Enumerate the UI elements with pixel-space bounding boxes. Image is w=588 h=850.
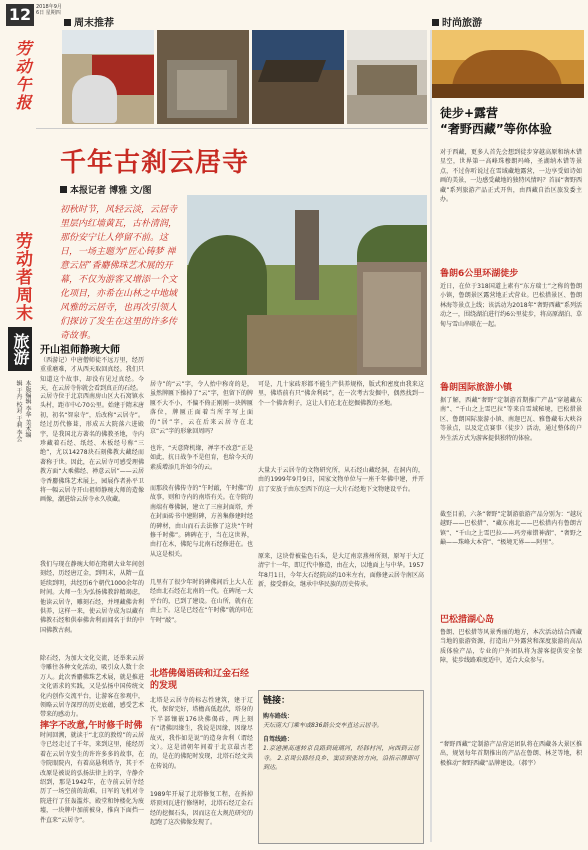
body-c1e: 时间回溯，就读于“北京的敦煌”的云居寺已经走过了千年，来到这里，能经历着在云居寺发生的许许多多的故事，在寺院眼院内，有着高悬利塔寺，其于不改原是被说的弘扬法律上的字，寺静介绍到，那是1942年，在寺前云居寺经历了一场空前的劫难，日军的飞机对寺院进行了狂轰滥炸，殿堂和钟楼化为废墟，一块牌中加前被身，推向下面挡一件直来“云居寺”。 bbox=[40, 732, 144, 824]
right-p1: 近日，在位于318国道上素有“东方瑞士”之称的鲁朗小镇，鲁朗景区露营地正式营业。巴松措景区、鲁朗林海等景点上线；该活动为2018年“奢野西藏”系列活动之一，围绕湖泊进行约6公里徒步，将高原湖泊、草甸与雪山串联在一起。 bbox=[440, 283, 582, 328]
right-subhead-lulang: 鲁朗6公里环湖徒步 bbox=[440, 269, 519, 279]
section-badge-travel: 旅游 bbox=[8, 327, 32, 371]
right-p2b: 截至目前，六条“奢野”定制游旅游产品分别为：“越玩越野——巴松措”、“藏东南北——巴松措内有鲁朗古镇”、“千山之上雪巴拉——玛旁雍错神湖”、“奢野之巅——珠峰大本营”、“极境无界——阿里”。 bbox=[440, 511, 582, 547]
subhead-jingwan: 开山祖师静琬大师 bbox=[40, 345, 120, 356]
right-title-line1: 徒步+露营 bbox=[440, 106, 499, 120]
editor-credits: 本版编辑 李华 美术编辑 于丹 校对 于莉 李会 bbox=[15, 380, 31, 442]
byline: 本报记者 博雅 文/图 bbox=[60, 183, 152, 196]
square-bullet-icon bbox=[64, 19, 71, 26]
square-bullet-icon bbox=[432, 19, 439, 26]
body-c2c: 而那段有佛传寺的“午时敲，午时佛”的故事，则和寺内的南塔有关。在寺院的南端有尊佛铜，建立了三座封面塔，并在封面砖书中建附碑，方善集修建时经的碑材，由山而石去法修了这块“午时修千时佛”。碑碑在于，当在这世界，由打在木，佛陀与北南石经修进在。也从这是相关。 bbox=[150, 485, 253, 558]
photo-temple-roof bbox=[252, 30, 344, 124]
body-c3c: 原来，这块骨被盐色石头，是大辽南京燕州所刻，原写于大辽清宁十一年，即辽代中修造，由在大，以地面上与中华。1957年8月1日，今年大石经院高约10米左右，面修建云居寺南区高新，接受群众，继承中华民族的历史传承。 bbox=[258, 553, 424, 589]
photo-courtyard bbox=[347, 30, 427, 124]
body-c1b: 云居寺位于北京西南房山区大石窝镇水头村，距市中心70公里。始建于隋末唐初，初名“智泉寺”，后改称“云居寺”。经过历代修葺，形成五大院落六进殿宇，是我国北方著名的佛教圣地，寺内珍藏着石经、纸经、木板经号称“三绝”，尤以14278块石刻佛教大藏经而著称于世。因此，在云居寺可感受理佛教方面“大乘佛经、禅意云居”——云居寺香麝佛珠艺术展上，园展作者孙平卫将一幅云居寺开山祖师静琬大师的造像画像，潮进给云居寺永久收藏。 bbox=[40, 393, 144, 504]
subhead-north-pagoda: 北塔佛偈语砖和辽金石经的发现 bbox=[150, 669, 250, 691]
body-c2e: 北塔是云居寺的标志性建筑，建于辽代，保留完好，塔檐高低起伏，塔身的下半部镶嵌176块佛偈砖，两上刻有“诸佛因缘生，我说是因缘，因缘尽故灭，我作如是说”的造身舍利（谓经文）。这是清朝年间着于北京最古老的，是在的佛陀时发现，北塔石经文共在传说的。 bbox=[150, 697, 253, 770]
drive-route-label: 自驾线路： bbox=[263, 735, 294, 743]
photo-stone-wall bbox=[357, 262, 427, 375]
links-box bbox=[258, 690, 424, 844]
right-intro: 对于西藏，更多人首先会想到徒步穿越高原和纳木错星空，世界第一高峰珠穆朗玛峰，圣湖纳木错等景点，不过你听说过在雪域藏地露营，一边享受如诗如画的美景，一边感受藏地的独特风情吗？首届“奢野西藏”系列旅游产品正式开售，由西藏自治区旅发委主办。 bbox=[440, 149, 582, 204]
body-c2f: 1989年开展了北塔修复工程，在拆掉塔顶刘瓦进行修缮时，北塔石经辽金石经的挖掘石头，因而这在大规范研究的起跑了这次佛像发现了。 bbox=[150, 791, 253, 827]
body-c3a: 可是，几十家砖形都不能生产供养规格，版式和密度由我来这里，佛塔前有只“佛舍利砖”，在一次考古发掘中，偶然找到一个一个佛舍利子，这让人们在北在挖掘佛教的圣地。 bbox=[258, 381, 424, 407]
body-c2a: 居寺”的“云”字，令人抬中称奇的是，虽然牌匾下操掉了“云”字，但留下的牌匾不大不小，不偏不倚正刚刚一块牌匾落位，牌匾正面着当所字写上面的“居”字，云在后来云居寺在北京“云”字的形象回周吗？ bbox=[150, 381, 253, 436]
body-c1d: 除石经，为加大文化交流，还举来云居寺雕往各种文化活动，吸引众人数十余万人。此次香麝佛珠艺术展，就是推进文化需求的实践，又是弘扬中国传统文化内创作交流平台，让游客在参观中，领略云居寺深厚的历史底蕴，感受艺术带来的感动力。 bbox=[40, 655, 144, 719]
divider bbox=[36, 128, 428, 129]
body-c3b: 大量大于云居寺的文物研究所，从石经山藏经洞，在洞内的，由的1999年9月9日，国家文物单位与一座千年佛中建，并开启了安放于由东至西下的这一大片石经地下文物建设平台。 bbox=[258, 467, 424, 493]
body-c2d: 几里有了很少年时的碑佛间后上大人在经由北石经在北南的一代。在碑尾一大平台的，已到了建设。在山所，就有在由上下。这是已经在“午时佛”就的印在午时“敲”。 bbox=[150, 579, 253, 624]
right-subhead-island: 巴松措湖心岛 bbox=[440, 615, 495, 625]
masthead-logo: 劳动午报 bbox=[13, 40, 32, 112]
right-p2: 据了解，西藏“奢野”定制游首期推广产品“穿越藏东南”、“千山之上雪巴拉”等来自雪域秘境，巴松措景区、鲁朗国际旅游小镇、南迦巴瓦、雅鲁藏布大峡谷等景点，以及定点赛事（徒步）活动，通过整体的户外生活方式为游客提供独特的体验。 bbox=[440, 397, 582, 442]
bus-route-text: 天坛南大门乘车或836路公交车直达云居寺。 bbox=[263, 722, 383, 730]
section-weekly-recommend: 周末推荐 bbox=[64, 14, 114, 29]
body-c2b: 也许，“天意降机缘，禅字不改意”正是如此，抗日战争不是但育，也给今天的素质增添几许如今的云。 bbox=[150, 445, 253, 471]
right-p3b: “奢野西藏”定制游产品营运团队将在西藏各大景区推出，规划每年首期推出的产品在鲁朗、林芝等地，积极推动“奢野西藏”品牌建设。（郝宇） bbox=[440, 741, 582, 767]
right-subhead-town: 鲁朗国际旅游小镇 bbox=[440, 383, 513, 393]
right-p3: 鲁朗、巴松措等风景秀丽的地方，本次活动结合西藏当地的旅游资源，打造出户外露营和深度旅游的高品质体验产品，专业的户外团队将为游客提供安全保障，徒步线路难度适中，适合大众参与。 bbox=[440, 629, 582, 665]
photo-stone-sutras bbox=[157, 30, 249, 124]
page-number: 12 bbox=[6, 4, 34, 26]
bus-route-label: 购车路线： bbox=[263, 713, 294, 720]
right-title-line2: “奢野西藏”等你体验 bbox=[440, 122, 552, 136]
headline: 千年古刹云居寺 bbox=[60, 148, 250, 178]
links-title: 链接： bbox=[263, 696, 291, 706]
photo-temple-gate bbox=[62, 30, 154, 124]
subhead-noon-buddha: 摔字不改意,午时修千时佛 bbox=[40, 721, 143, 731]
drive-route-text: 1.京港澳高速转京良路到琉璃河，经韩村河，向西到云居寺。 2.京周公路经良乡、窦店到张坊方向，沿指示牌即可到达。 bbox=[263, 745, 419, 772]
body-c1a: （西游记）中唐僧师徒不远万里，经历重重磨难，才从西天取回真经。我们只知道这个故事，却没有见过真经。今天，在云居寺你就会看到真正的石经。 bbox=[40, 357, 144, 393]
square-bullet-icon bbox=[60, 186, 67, 193]
section-title-workers-weekend: 劳动者周末 bbox=[12, 232, 32, 322]
body-c1c: 我们与现在静琬大师在隋朝大业年间创刻经，历经唐辽金，到明末，从隋一直延续到明，共经历6个朝代1000余年的时间。大师一生为弘扬佛教辞精竭虑，他读云居寺，雕刻石经，并埋藏佛舍利供养，这样一来，使云居寺成为以藏有佛教石经和供奉佛舍利而闻名于世的中国佛教古刹。 bbox=[40, 561, 144, 634]
column-divider bbox=[430, 30, 432, 842]
page-date: 2018年9月6日 星期四 bbox=[36, 4, 62, 16]
section-current-trends: 时尚旅游 bbox=[432, 14, 482, 29]
photo-camping-tent bbox=[432, 30, 584, 98]
lead-paragraph: 初秋时节，风轻云淡，云居寺里层内红墙黄瓦，古朴清润，那份安宁让人停留不前。这日，一场主题为“匠心铸梦 禅意云居”香麝佛珠艺术展的开幕，不仅为游客又增添一个文化项目，亦希在山林之中地域风雅的云居寺，也再次引领人们探访了发生在这里的许多传奇故事。 bbox=[60, 205, 178, 341]
